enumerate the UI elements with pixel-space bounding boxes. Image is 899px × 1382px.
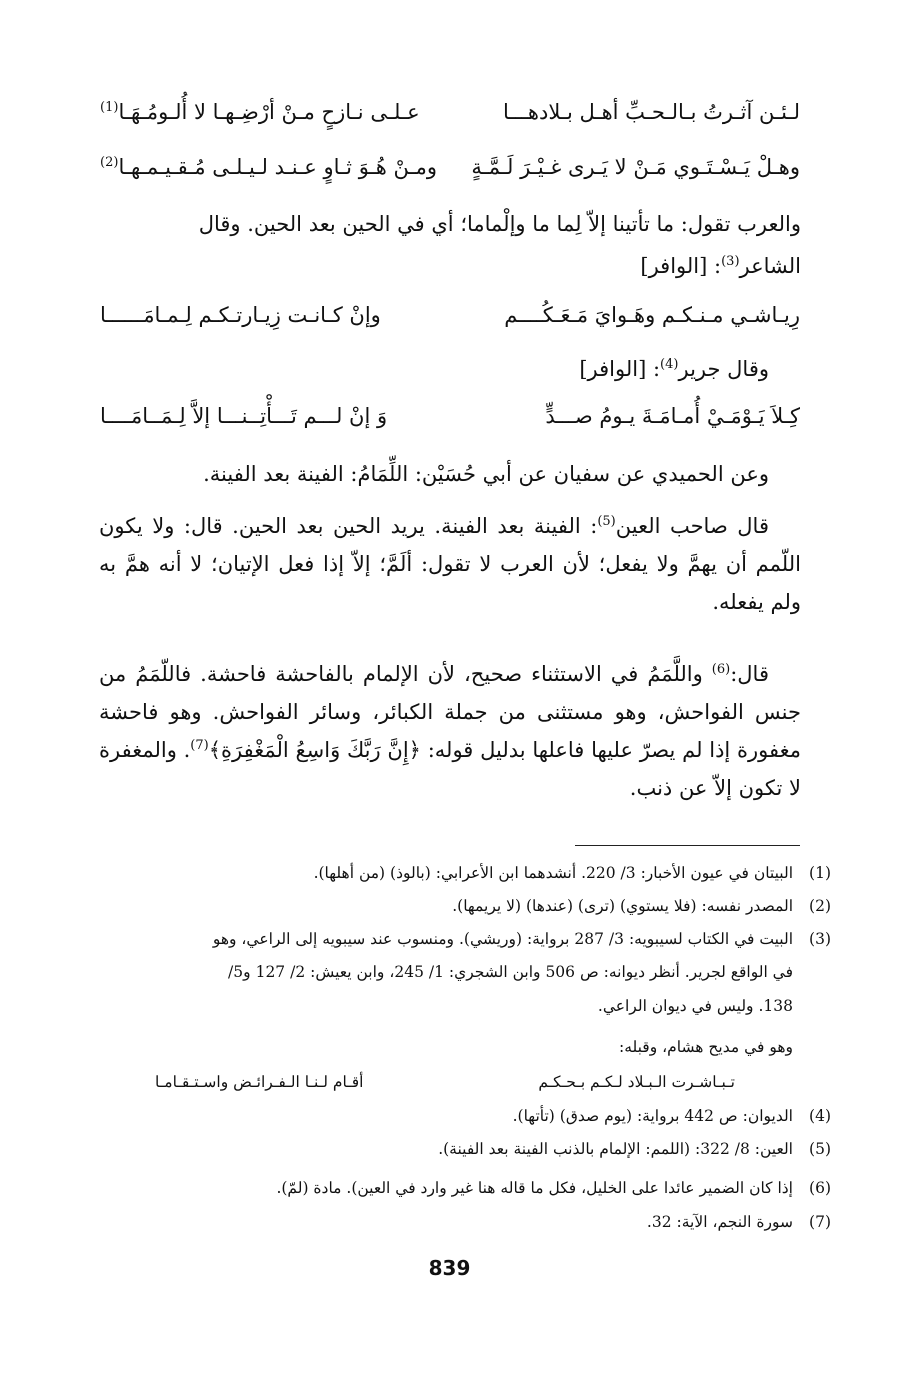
footnote-number: (1) — [809, 864, 831, 882]
page-number: 839 — [428, 1256, 471, 1280]
footnote-text: المصدر نفسه: (فلا يستوي) (ترى) (عندها) (لا يريمها). — [452, 897, 793, 915]
verse-1-first-hemistich: لـئـن آثـرتُ بـالـحـبِّ أهـل بـلادهـــا — [503, 100, 800, 124]
paragraph-arab-saying: والعرب تقول: ما تأتينا إلاّ لِما ما وإلْماما؛ أي في الحين بعد الحين. وقال — [198, 212, 801, 236]
footnote-text: إذا كان الضمير عائدا على الخليل، فكل ما قاله هنا غير وارد في العين). مادة (لمّ). — [276, 1179, 793, 1197]
footnote-ref-3[interactable]: (3) — [721, 254, 740, 269]
footnote-number: (4) — [809, 1107, 831, 1125]
paragraph-sahib-al-ayn: قال صاحب العين$^{(5)}$: الفينة بعد الفينة. يريد الحين بعد الحين. قال: ولا يكون اللّمم أن يهمَّ ولا يفعل؛ لأن العرب لا تقول: ألَمَّ؛ إلاّ إذا فعل الإتيان؛ لا أنه همَّ به ولم يفعله. — [99, 514, 801, 614]
verse-4-first-hemistich: كِـلاَ يَـوْمَـيْ أُمـامَـةَ يـومُ صـــدٍّ — [545, 404, 800, 428]
footnote-number: (6) — [809, 1179, 831, 1197]
verse-2 — [100, 147, 800, 187]
footnote-number: (5) — [809, 1140, 831, 1158]
verse-4-second-hemistich: وَ إنْ لـــم تَـــأْتِــنـــا إلاَّ لِـمَــامَــــا — [100, 404, 388, 428]
footnote-3-line-3: 138. وليس في ديوان الراعي. — [597, 997, 793, 1015]
footnote-number: (3) — [809, 930, 831, 948]
footnote-text: الديوان: ص 442 برواية: (يوم صدق) (تأتها). — [512, 1107, 793, 1125]
footnote-ref-5[interactable]: (5) — [597, 514, 616, 529]
footnote-verse-second-hemistich: أقـام لـنـا الـفـرائـض واسـتـقـامـا — [155, 1073, 364, 1091]
footnote-separator — [575, 845, 800, 846]
footnote-ref-7[interactable]: (7) — [190, 738, 209, 753]
footnote-ref-2[interactable]: (2) — [100, 155, 119, 170]
paragraph-lamam: قال:$^{(6)}$ واللَّمَمُ في الاستثناء صحيح، لأن الإلمام بالفاحشة فاحشة. فاللّمَمُ من جنس الفواحش، وهو مستثنى من جملة الكبائر، وسائر الفواحش. وهو فاحشة مغفورة إذا لم يصرّ عليها فاعلها بدليل قوله: ﴿إِنَّ رَبَّكَ وَاسِعُ الْمَغْفِرَةِ﴾$^{(7)}$. والمغفرة لا تكون إلاّ عن ذنب. — [99, 662, 801, 800]
jarir-intro: وقال جرير$^{(4)}$: [الوافر] — [579, 357, 769, 381]
verse-2-first-hemistich: وهـلْ يَـسْـتَـوي مَـنْ لا يَـرى غـيْـرَ لَـمَّـةٍ — [471, 155, 800, 179]
footnote-ref-4[interactable]: (4) — [660, 357, 679, 372]
footnote-verse-first-hemistich: تـبـاشـرت الـبـلاد لـكـم بـحـكـم — [538, 1073, 735, 1091]
verse-3 — [100, 295, 800, 335]
footnote-text: البيت في الكتاب لسيبويه: 3/ 287 برواية: (وريشي). ومنسوب عند سيبويه إلى الراعي، وهو — [212, 930, 793, 948]
footnote-ref-6[interactable]: (6) — [711, 662, 731, 677]
footnote-text: العين: 8/ 322: (اللمم: الإلمام بالذنب الفينة بعد الفينة). — [438, 1140, 793, 1158]
footnote-text: البيتان في عيون الأخبار: 3/ 220. أنشدهما ابن الأعرابي: (بالوذ) (من أهلها). — [313, 864, 793, 882]
footnote-3-line-4: وهو في مديح هشام، وقبله: — [618, 1038, 793, 1056]
footnote-text: سورة النجم، الآية: 32. — [646, 1213, 793, 1231]
footnote-number: (2) — [809, 897, 831, 915]
verse-4 — [100, 396, 800, 436]
footnote-3-verse — [155, 1066, 735, 1099]
humaidi-line: وعن الحميدي عن سفيان عن أبي حُسَيْن: اللِّمَامُ: الفينة بعد الفينة. — [203, 462, 769, 486]
paragraph-poet-intro: الشاعر$^{(3)}$: [الوافر] — [640, 254, 801, 278]
verse-3-first-hemistich: رِيـاشـي مـنـكـم وهَـوايَ مَـعَـكُــــم — [504, 303, 800, 327]
verse-1 — [100, 92, 800, 132]
verse-1-second-hemistich: عـلـى نـازحٍ مـنْ أرْضِـهـا لا أُلـومُـهَـا$^{(1)}$ — [100, 100, 420, 124]
footnote-ref-1[interactable]: (1) — [100, 100, 119, 115]
footnote-3-line-2: في الواقع لجرير. أنظر ديوانه: ص 506 وابن الشجري: 1/ 245، وابن يعيش: 2/ 127 و5/ — [228, 963, 793, 981]
verse-2-second-hemistich: ومـنْ هُـوَ ثـاوٍ عـنـد لـيـلـى مُـقـيـمـهـا$^{(2)}$ — [100, 155, 437, 179]
footnote-number: (7) — [809, 1213, 831, 1231]
verse-3-second-hemistich: وإنْ كـانـت زِيـارتـكـم لِـمـامَــــــا — [100, 303, 381, 327]
